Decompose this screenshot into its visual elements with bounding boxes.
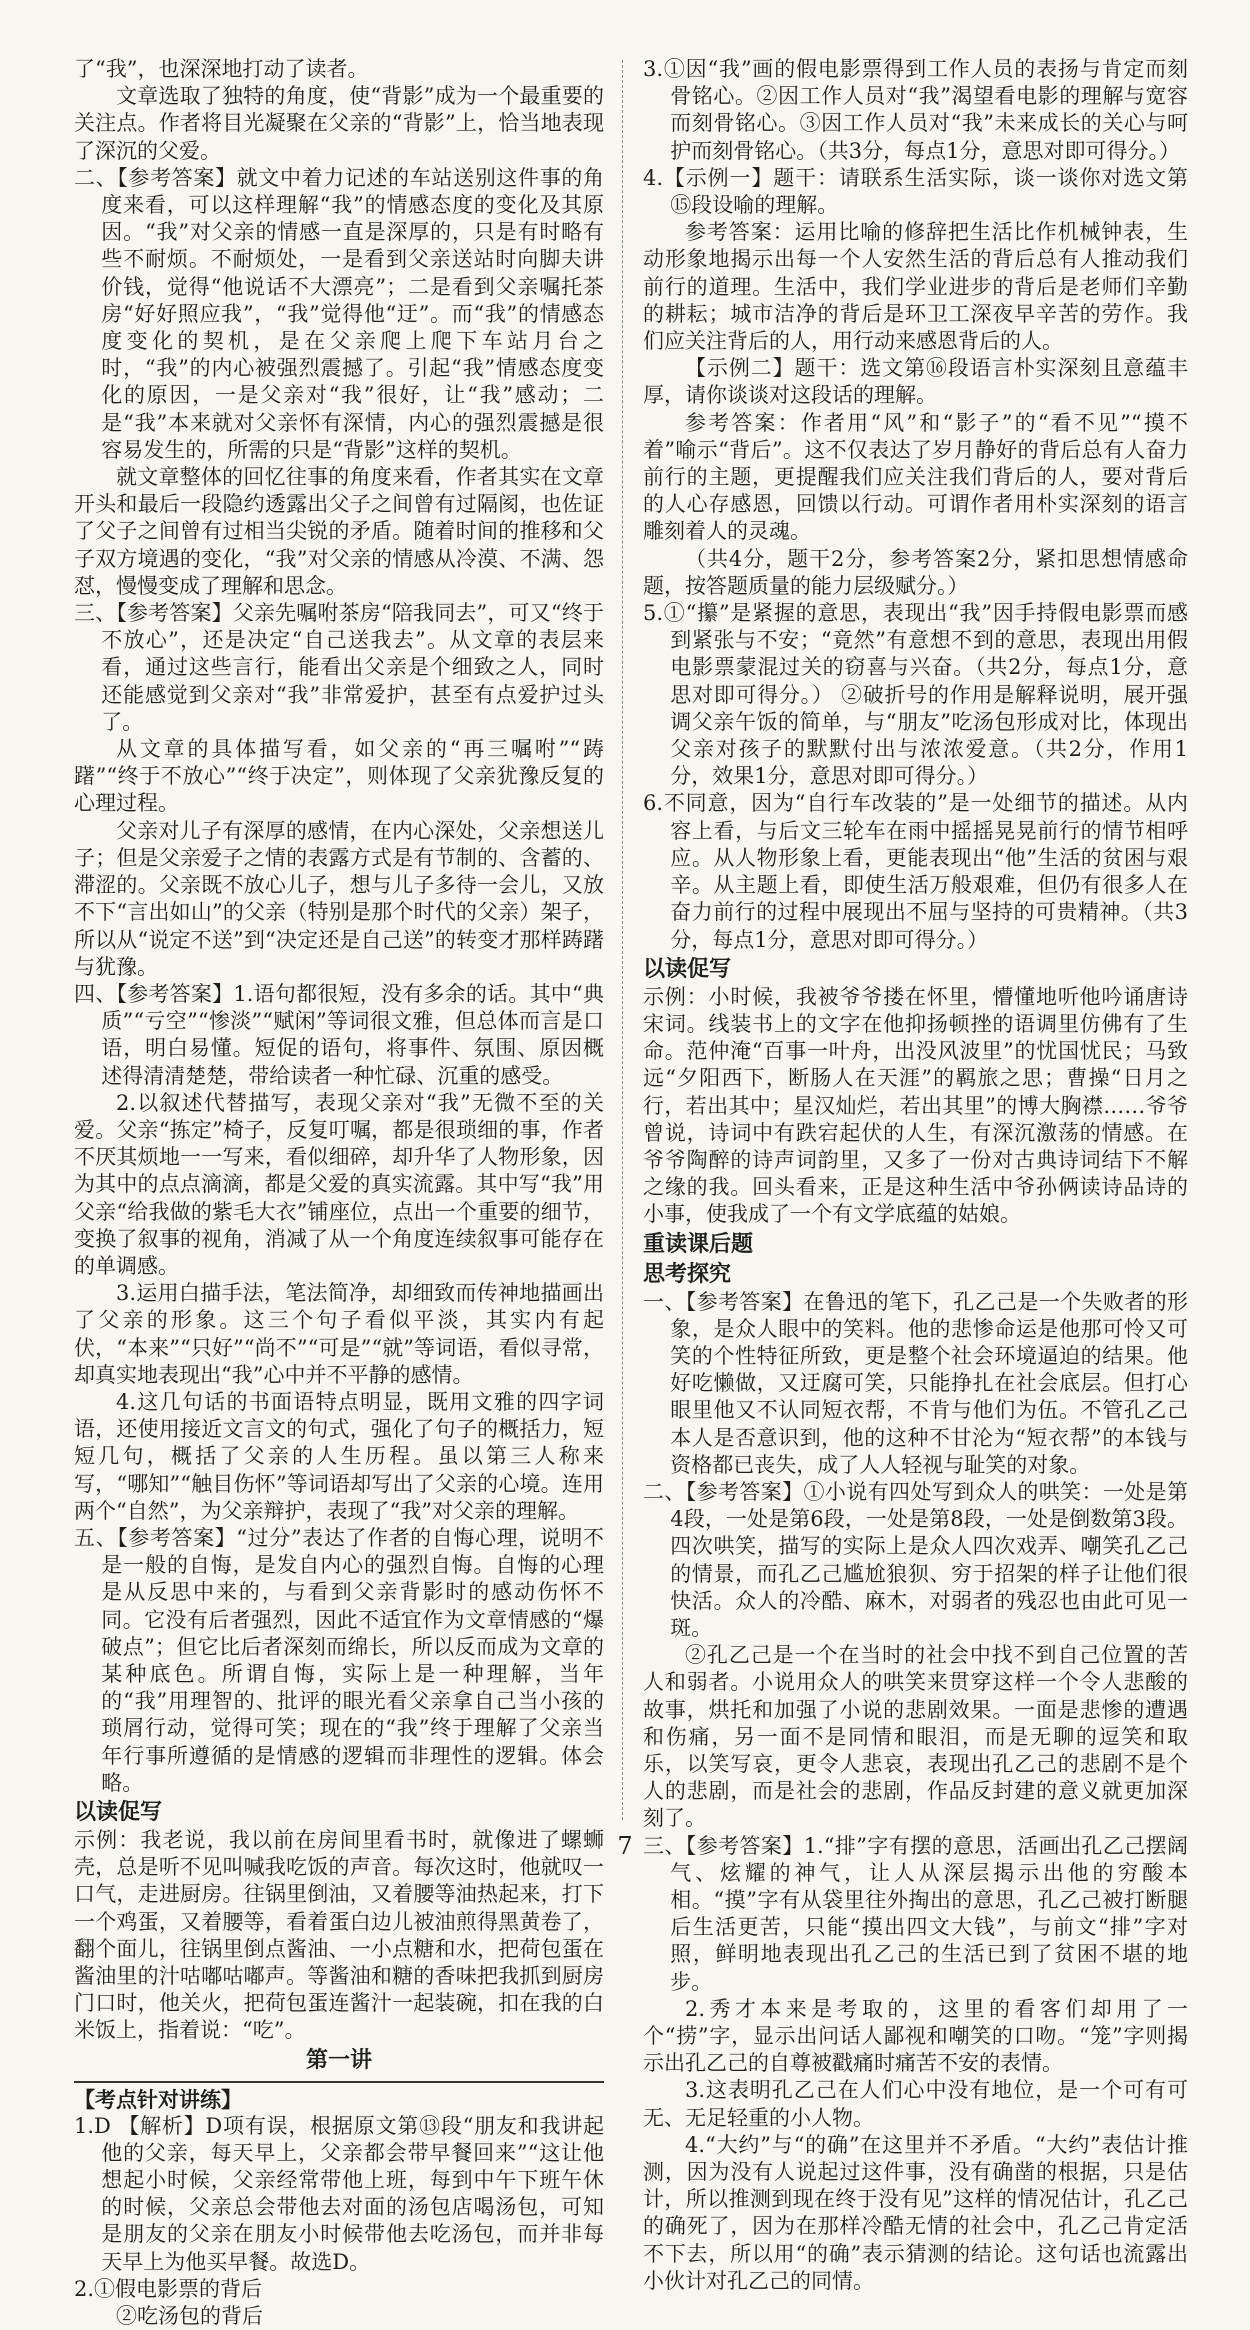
left-column bbox=[74, 56, 604, 2329]
paragraph: 就文章整体的回忆往事的角度来看，作者其实在文章开头和最后一段隐约透露出父子之间曾有过隔阂，也佐证了父子之间曾有过相当尖锐的矛盾。随着时间的推移和父子双方境遇的变化，“我”对父亲的情感从冷漠、不满、怨怼，慢慢变成了理解和思念。 bbox=[74, 465, 604, 598]
writing-example: 示例：我老说，我以前在房间里看书时，就像进了螺蛳壳，总是听不见叫喊我吃饭的声音。每次这时，他就叹一口气，走进厨房。往锅里倒油，又着腰等油热起来，打下一个鸡蛋，又着腰等，看着蛋白边儿被油煎得黑黄卷了，翻个面儿，往锅里倒点酱油、一小点糖和水，把荷包蛋在酱油里的汁咕嘟咕嘟声。等酱油和糖的香味把我抓到厨房门口时，他关火，把荷包蛋连酱汁一起装碗，扣在我的白米饭上，指着说：“吃”。 bbox=[74, 1828, 604, 2043]
answer-3: 三、【参考答案】父亲先嘱咐茶房“陪我同去”，可又“终于不放心”，还是决定“自己送我去”。从文章的表层来看，通过这些言行，能看出父亲是个细致之人，同时还能感觉到父亲对“我”非常爱护，甚至有点爱护过头了。 bbox=[74, 601, 604, 734]
paragraph: 文章选取了独特的角度，使“背影”成为一个最重要的关注点。作者将目光凝聚在父亲的“背影”上，恰当地表现了深沉的父爱。 bbox=[74, 84, 604, 163]
paragraph: 2.秀才本来是考取的，这里的看客们却用了一个“捞”字，显示出问话人鄙视和嘲笑的口吻。“笼”字则揭示出孔乙己的自尊被戳痛时痛苦不安的表情。 bbox=[643, 1996, 1188, 2076]
paragraph: 2.以叙述代替描写，表现父亲对“我”无微不至的关爱。父亲“拣定”椅子，反复叮嘱，都是很琐细的事，作者不厌其烦地一一写来，看似细碎，却升华了人物形象，因为其中的点点滴滴，都是父爱的真实流露。其中写“我”用父亲“给我做的紫毛大衣”铺座位，点出一个重要的细节，变换了叙事的视角，消减了从一个角度连续叙事可能存在的单调感。 bbox=[74, 1090, 604, 1278]
box-rule bbox=[74, 2081, 604, 2083]
answer-q1: 1.D 【解析】D项有误，根据原文第⑬段“朋友和我讲起他的父亲，每天早上，父亲都会带早餐回来”“这让他想起小时候，父亲经常带他上班，每到中午下班午休的时候，父亲总会带他去对面的汤包店喝汤包，可知是朋友的父亲在朋友小时候带他去吃汤包，而并非每天早上为他买早餐。故选D。 bbox=[74, 2113, 604, 2274]
answer-q3: 3.①因“我”画的假电影票得到工作人员的表扬与肯定而刻骨铭心。②因工作人员对“我”渴望看电影的理解与宽容而刻骨铭心。③因工作人员对“我”未来成长的关心与呵护而刻骨铭心。（共3分，每点1分，意思对即可得分。） bbox=[643, 57, 1188, 163]
answer-item: 一、【参考答案】在鲁迅的笔下，孔乙己是一个失败者的形象，是众人眼中的笑料。他的悲惨命运是他那可怜又可笑的个性特征所致，更是整个社会环境逼迫的结果。他好吃懒做，又迂腐可笑，只能挣扎在社会底层。但打心眼里他又不认同短衣帮，不肯与他们为伍。不管孔乙己本人是否意识到，他的这种不甘沦为“短衣帮”的本钱与资格都已丧失，成了人人轻视与耻笑的对象。 bbox=[643, 1289, 1188, 1477]
paragraph: 了“我”，也深深地打动了读者。 bbox=[74, 57, 369, 81]
answer-q2: 2.①假电影票的背后 bbox=[74, 2276, 263, 2301]
right-column bbox=[643, 56, 1188, 2293]
paragraph: 从文章的具体描写看，如父亲的“再三嘱咐”“踌躇”“终于不放心”“终于决定”，则体现了父亲犹豫反复的心理过程。 bbox=[74, 737, 604, 816]
section-heading: 重读课后题 bbox=[643, 1231, 754, 1257]
subsection-heading: 思考探究 bbox=[643, 1261, 732, 1287]
paragraph: 4.这几句话的书面语特点明显，既用文雅的四字词语，还使用接近文言文的句式，强化了句子的概括力，短短几句，概括了父亲的人生历程。虽以第三人称来写，“哪知”“触目伤怀”等词语却写出了父亲的心境。连用两个“自然”，为父亲辩护，表现了“我”对父亲的理解。 bbox=[74, 1389, 604, 1523]
paragraph: 4.“大约”与“的确”在这里并不矛盾。“大约”表估计推测，因为没有人说起过这件事，没有确凿的根据，只是估计，所以推测到现在终于没有见”这样的情况估计，孔乙己的确死了，因为在那样冷酷无情的社会中，孔乙己肯定活不下去，所以用“的确”表示猜测的结论。这句话也流露出小伙计对孔乙己的同情。 bbox=[643, 2132, 1188, 2293]
box-title: 【考点针对讲练】 bbox=[74, 2087, 242, 2112]
column-divider bbox=[622, 60, 623, 1820]
answer-q6: 6.不同意，因为“自行车改装的”是一处细节的描述。从内容上看，与后文三轮车在雨中摇摇晃晃前行的情节相呼应。从人物形象上看，更能表现出“他”生活的贫困与艰辛。从主题上看，即使生活万般艰难，但仍有很多人在奋力前行的过程中展现出不屈与坚持的可贵精神。（共3分，每点1分，意思对即可得分。） bbox=[643, 791, 1188, 952]
section-heading: 以读促写 bbox=[643, 956, 732, 982]
paragraph: 参考答案：运用比喻的修辞把生活比作机械钟表，生动形象地揭示出每一个人安然生活的背后总有人推动我们前行的道理。生活中，我们学业进步的背后是老师们辛勤的耕耘；城市洁净的背后是环卫工深夜早辛苦的劳作。我们应关注背后的人，用行动来感恩背后的人。 bbox=[643, 220, 1188, 354]
page-number: 7 bbox=[617, 1832, 633, 1860]
paragraph: 父亲对儿子有深厚的感情，在内心深处，父亲想送儿子；但是父亲爱子之情的表露方式是有节制的、含蓄的、滞涩的。父亲既不放心儿子，想与儿子多待一会儿，又放不下“言出如山”的父亲（特别是那个时代的父亲）架子，所以从“说定不送”到“决定还是自己送”的转变才那样踌躇与犹豫。 bbox=[74, 818, 604, 979]
answer-item: 二、【参考答案】①小说有四处写到众人的哄笑：一处是第4段，一处是第6段，一处是第8段，一处是倒数第3段。四次哄笑，描写的实际上是众人四次戏弄、嘲笑孔乙己的情景，而孔乙己尴尬狼狈、穷于招架的样子让他们很快活。众人的冷酷、麻木，对弱者的残忍也由此可见一斑。 bbox=[643, 1479, 1188, 1640]
answer-q5: 5.①“攥”是紧握的意思，表现出“我”因手持假电影票而感到紧张与不安；“竟然”有意想不到的意思，表现出用假电影票蒙混过关的窃喜与兴奋。（共2分，每点1分，意思对即可得分。） ②破折号的作用是解释说明，展开强调父亲午饭的简单，与“朋友”吃汤包形成对比，体现出父亲对孩子的默默付出与浓浓爱意。（共2分，作用1分，效果1分，意思对即可得分。） bbox=[643, 601, 1188, 789]
paragraph: （共4分，题干2分，参考答案2分，紧扣思想情感命题，按答题质量的能力层级赋分。） bbox=[643, 546, 1188, 598]
paragraph: ②孔乙己是一个在当时的社会中找不到自己位置的苦人和弱者。小说用众人的哄笑来贯穿这样一个令人悲酸的故事，烘托和加强了小说的悲剧效果。一面是悲惨的遭遇和伤痛，另一面不是同情和眼泪，而是无聊的逗笑和取乐，以笑写哀，更令人悲哀，表现出孔乙己的悲剧不是个人的悲剧，而是社会的悲剧，作品反封建的意义就更加深刻了。 bbox=[643, 1643, 1188, 1831]
answer-4: 四、【参考答案】1.语句都很短，没有多余的话。其中“典质”“亏空”“惨淡”“赋闲”等词很文雅，但总体而言是口语，明白易懂。短促的语句，将事件、氛围、原因概述得清清楚楚，带给读者一种忙碌、沉重的感受。 bbox=[74, 981, 604, 1088]
paragraph: 参考答案：作者用“风”和“影子”的“看不见”“摸不着”喻示“背后”。这不仅表达了岁月静好的背后总有人奋力前行的主题，更提醒我们应关注我们背后的人，要对背后的人心存感恩，回馈以行动。可谓作者用朴实深刻的语言雕刻着人的灵魂。 bbox=[643, 410, 1188, 544]
answer-item: 三、【参考答案】1.“排”字有摆的意思，活画出孔乙己摆阔气、炫耀的神气，让人从深层揭示出他的穷酸本相。“摸”字有从袋里往外掏出的意思，孔乙己被打断腿后生活更苦，只能“摸出四文大钱”，与前文“排”字对照，鲜明地表现出孔乙己的生活已到了贫困不堪的地步。 bbox=[643, 1833, 1188, 1994]
lecture-title: 第一讲 bbox=[305, 2047, 372, 2073]
answer-q4: 4.【示例一】题干：请联系生活实际，谈一谈你对选文第⑮段设喻的理解。 bbox=[643, 165, 1188, 218]
writing-example: 示例：小时候，我被爷爷搂在怀里，懵懂地听他吟诵唐诗宋词。线装书上的文字在他抑扬顿挫的语调里仿佛有了生命。范仲淹“百事一叶舟，出没风波里”的忧国忧民；马致远“夕阳西下，断肠人在天涯”的羁旅之思；曹操“日月之行，若出其中；星汉灿烂，若出其里”的博大胸襟……爷爷曾说，诗词中有跌宕起伏的人生，有深沉激荡的情感。在爷爷陶醉的诗声词韵里，又多了一份对古典诗词结下不解之缘的我。回头看来，正是这种生活中爷孙俩读诗品诗的小事，使我成了一个有文学底蕴的姑娘。 bbox=[643, 984, 1188, 1227]
paragraph: 3.这表明孔乙己在人们心中没有地位，是一个可有可无、无足轻重的小人物。 bbox=[643, 2078, 1188, 2130]
paragraph: 3.运用白描手法，笔法简净，却细致而传神地描画出了父亲的形象。这三个句子看似平淡，其实内有起伏，“本来”“只好”“尚不”“可是”“就”等词语，看似寻常，却真实地表现出“我”心中并不平静的感情。 bbox=[74, 1281, 604, 1387]
section-heading: 以读促写 bbox=[74, 1800, 163, 1825]
answer-5: 五、【参考答案】“过分”表达了作者的自悔心理，说明不是一般的自悔，是发自内心的强烈自悔。自悔的心理是从反思中来的，与看到父亲背影时的感动伤怀不同。它没有后者强烈，因此不适宜作为文章情感的“爆破点”；但它比后者深刻而绵长，所以反而成为文章的某种底色。所谓自悔，实际上是一种理解，当年的“我”用理智的、批评的眼光看父亲拿自己当小孩的琐屑行动，觉得可笑；现在的“我”终于理解了父亲当年行事所遵循的是情感的逻辑而非理性的逻辑。体会略。 bbox=[74, 1525, 604, 1795]
answer-2: 二、【参考答案】就文中着力记述的车站送别这件事的角度来看，可以这样理解“我”的情感态度的变化及其原因。“我”对父亲的情感一直是深厚的，只是有时略有些不耐烦。不耐烦处，一是看到父亲送站时向脚夫讲价钱，觉得“他说话不大漂亮”；二是看到父亲嘱托茶房“好好照应我”，“我”觉得他“迂”。而“我”的情感态度变化的契机，是在父亲爬上爬下车站月台之时，“我”的内心被强烈震撼了。引起“我”情感态度变化的原因，一是父亲对“我”很好，让“我”感动；二是“我”本来就对父亲怀有深情，内心的强烈震撼是很容易发生的，所需的只是“背影”这样的契机。 bbox=[74, 165, 604, 462]
answer-q2-part: ②吃汤包的背后 bbox=[116, 2304, 263, 2329]
paragraph: 【示例二】题干：选文第⑯段语言朴实深刻且意蕴丰厚，请你谈谈对这段话的理解。 bbox=[643, 356, 1188, 408]
